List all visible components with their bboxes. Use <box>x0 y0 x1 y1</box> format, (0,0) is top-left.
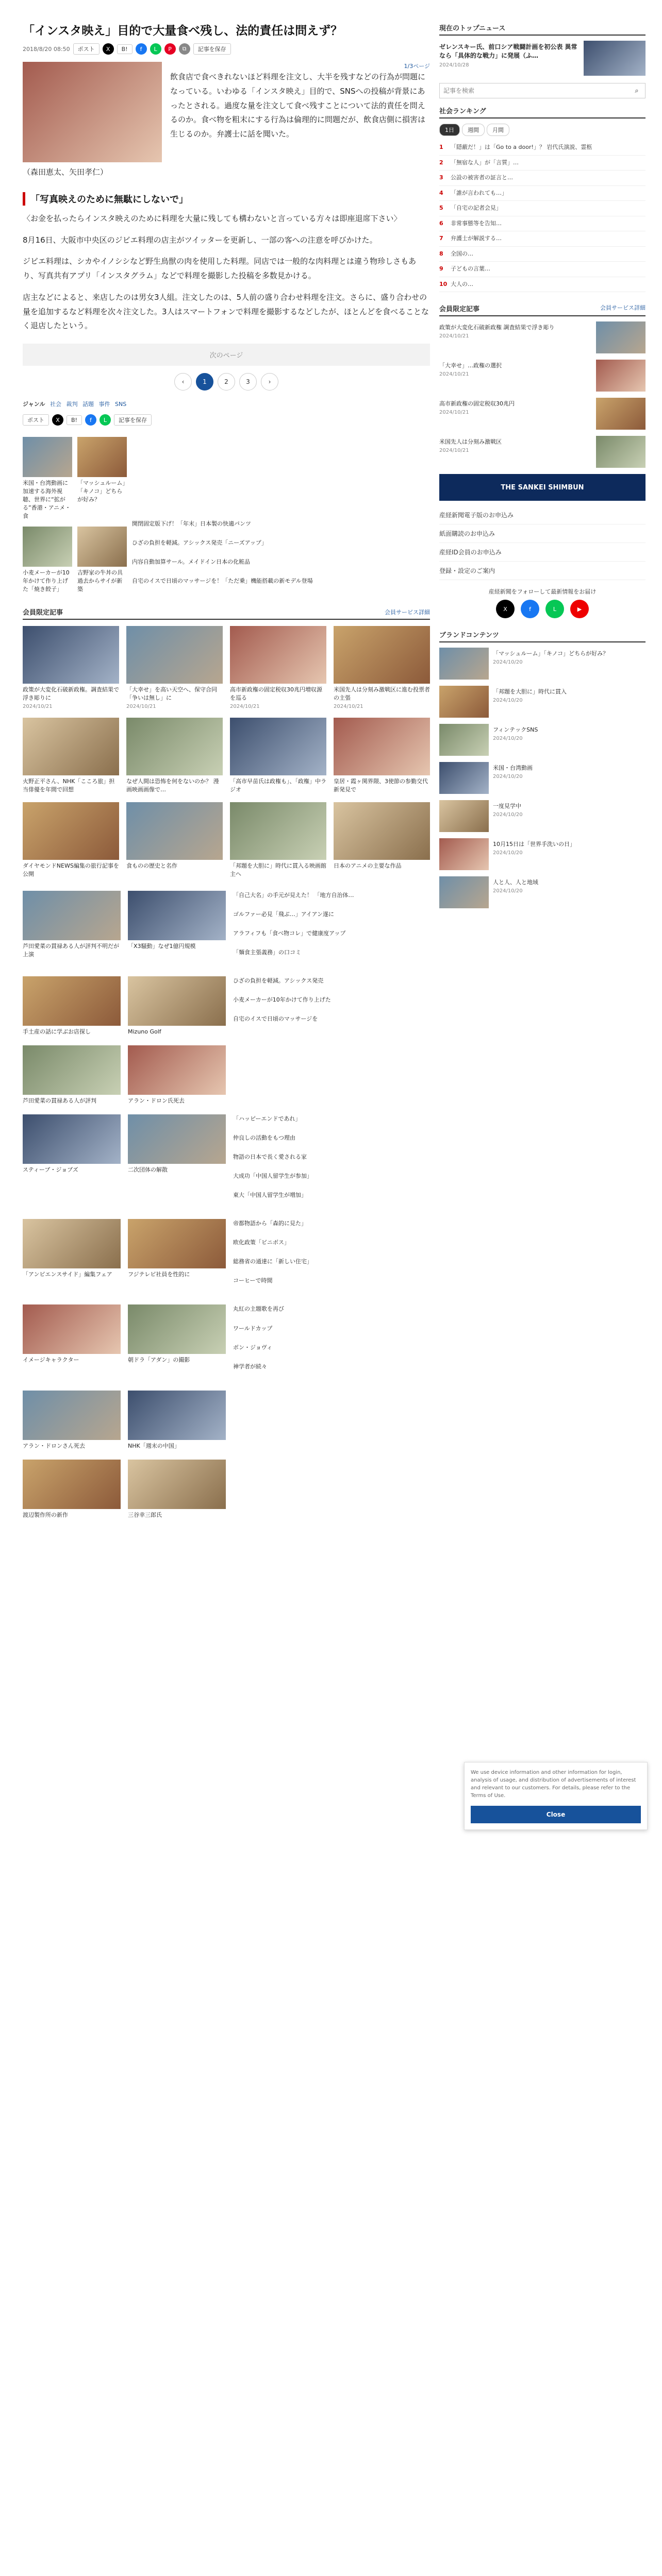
member-title: 政策が大変化石破新政権。調査結果で浮き彫りに <box>23 686 119 702</box>
line-icon[interactable]: L <box>545 600 564 618</box>
pair-title: 二次団体の解散 <box>128 1166 168 1174</box>
pair-text-list <box>233 976 430 1033</box>
promo-image <box>439 648 489 680</box>
text-link[interactable]: 物語の日本で長く愛される家 <box>233 1154 307 1161</box>
side-member-item[interactable] <box>439 360 646 392</box>
ranking-item[interactable] <box>439 171 646 186</box>
promo-title: 「邦題を大胆に」時代に貫入 <box>493 688 567 695</box>
member-image <box>126 802 223 860</box>
promo-item[interactable] <box>439 648 646 680</box>
promo-image <box>439 876 489 908</box>
ranking-number: 8 <box>439 250 443 257</box>
text-link[interactable]: 丸紅の主題歌を再び <box>233 1306 284 1313</box>
ranking-list <box>439 140 646 292</box>
pair-title: 渡辺製作所の新作 <box>23 1511 68 1518</box>
ranking-header <box>439 106 646 118</box>
ranking-item[interactable] <box>439 277 646 293</box>
pair-card[interactable] <box>23 1460 121 1519</box>
article-subheading: 「写真映えのために無駄にしないで」 <box>23 192 430 206</box>
side-member-title: 「大幸せ」…政権の選択 <box>439 362 502 369</box>
text-link[interactable]: 「ハッピーエンドであれ」 <box>233 1115 301 1123</box>
text-link[interactable]: コーヒーで時間 <box>233 1277 273 1284</box>
related-image <box>23 527 72 567</box>
member-card[interactable] <box>23 802 119 878</box>
text-link[interactable]: 欧化政策「ビニボス」 <box>233 1239 290 1246</box>
related-image <box>77 527 127 567</box>
ranking-title: 「隠蔽だ！」は「Go to a door!」？ 岩代氏演説、霊柩 <box>451 144 592 150</box>
ranking-item[interactable] <box>439 201 646 216</box>
pair-image <box>128 1114 226 1164</box>
side-member-date: 2024/10/21 <box>439 409 469 415</box>
pair-title: スティーブ・ジョブズ <box>23 1166 78 1174</box>
pair-row <box>23 1114 430 1210</box>
pair-card[interactable] <box>23 1114 121 1174</box>
pair-image <box>23 1045 121 1095</box>
side-member-item[interactable] <box>439 436 646 468</box>
member-title: 皇居・霞ヶ関界隈、3使節の参勤交代新発見で <box>334 778 428 793</box>
pair-image <box>128 1391 226 1440</box>
member-image <box>230 802 326 860</box>
text-link[interactable]: 大成功「中国人留学生が参加」 <box>233 1173 312 1180</box>
pair-text-list <box>233 1219 430 1295</box>
promo-date: 2024/10/20 <box>493 735 523 741</box>
members-section-header <box>23 607 430 620</box>
pair-card[interactable] <box>23 891 121 959</box>
pair-title: 「アンビエンスサイド」編集フェア <box>23 1271 112 1278</box>
facebook-icon[interactable]: f <box>85 414 96 426</box>
promo-item[interactable] <box>439 800 646 832</box>
pair-title: アラン・ドロン氏死去 <box>128 1097 185 1105</box>
ranking-tabs <box>439 124 646 136</box>
pair-title: 朝ドラ「アダン」の撮影 <box>128 1357 190 1364</box>
promo-date: 2024/10/20 <box>493 773 523 779</box>
related-title: 米国・台湾動画に加速する海外視聴、世界に“拡がる”香港・アニメ・食 <box>23 480 71 519</box>
side-link[interactable]: 産経ID会員のお申込み <box>439 543 646 562</box>
youtube-icon[interactable]: ▶ <box>570 600 589 618</box>
pair-row <box>23 1460 430 1519</box>
ranking-item[interactable] <box>439 156 646 171</box>
text-links <box>132 437 430 596</box>
pair-image <box>128 1045 226 1095</box>
page-2-button[interactable]: 2 <box>218 373 235 391</box>
ranking-item[interactable] <box>439 262 646 277</box>
side-link[interactable]: 登録・設定のご案内 <box>439 562 646 580</box>
side-member-item[interactable] <box>439 398 646 430</box>
member-image <box>230 626 326 684</box>
members-heading: 会員限定記事 <box>23 609 63 617</box>
related-card[interactable] <box>23 437 72 520</box>
member-image <box>334 802 430 860</box>
line-icon[interactable]: L <box>150 43 161 55</box>
next-page-icon[interactable]: › <box>261 373 278 391</box>
ranking-title: 子どもの言葉… <box>451 265 490 272</box>
ranking-number: 10 <box>439 280 448 287</box>
pair-list <box>23 891 430 1519</box>
pair-image <box>23 1391 121 1440</box>
side-link[interactable]: 産経新聞電子版のお申込み <box>439 506 646 524</box>
genre-tag[interactable]: 話題 <box>82 401 94 408</box>
side-members-heading: 会員限定記事 <box>439 306 480 313</box>
side-member-date: 2024/10/21 <box>439 371 469 377</box>
article-top <box>23 62 430 162</box>
article-paragraph: 店主などによると、来店したのは男女3人組。注文したのは、5人前の盛り合わせ料理を注文。さらに、盛り合わせの量を追加するなど料理を次々注文した。3人はスマートフォンで料理を撮影するなどしたが、ほとんどを食べることなく退店したという。 <box>23 292 429 331</box>
ranking-item[interactable] <box>439 216 646 232</box>
copy-link-icon[interactable]: ⧉ <box>179 43 190 55</box>
pair-title: 手土産の話に学ぶお店探し <box>23 1028 91 1036</box>
post-button[interactable]: ポスト <box>73 43 100 55</box>
pair-row <box>23 1304 430 1381</box>
ranking-item[interactable] <box>439 186 646 201</box>
top-topic[interactable] <box>439 41 646 76</box>
ranking-title: 「誰が言われても…」 <box>451 189 507 196</box>
member-title: 「邦題を大胆に」時代に貫入る映画館主へ <box>230 862 326 878</box>
promo-item[interactable] <box>439 686 646 718</box>
side-members-header <box>439 303 646 316</box>
pair-image <box>128 1460 226 1509</box>
side-link[interactable]: 紙面購読のお申込み <box>439 524 646 543</box>
side-members-more[interactable]: 会員サービス詳細 <box>600 304 646 311</box>
sidebar <box>439 23 646 914</box>
ranking-item[interactable] <box>439 140 646 156</box>
member-card[interactable] <box>23 718 119 794</box>
pair-text-list <box>233 1304 430 1381</box>
member-image <box>23 802 119 860</box>
side-member-title: 高市新政権の固定税収30兆円 <box>439 400 515 407</box>
pair-image <box>23 1304 121 1354</box>
pair-card[interactable] <box>128 1460 226 1519</box>
text-link[interactable]: ボン・ジョヴィ <box>233 1344 273 1351</box>
pair-card[interactable] <box>23 1219 121 1279</box>
promo-date: 2024/10/20 <box>493 697 523 703</box>
article-image <box>23 62 162 162</box>
pagination <box>23 373 430 391</box>
text-link[interactable]: ひざの負担を軽減。アシックス発売「ニーズアップ」 <box>132 539 267 547</box>
ranking-number: 9 <box>439 265 443 272</box>
pair-title: 芦田愛菜の貫禄ある人が評判不明だが上演 <box>23 943 119 958</box>
promo-list <box>439 648 646 908</box>
promo-date: 2024/10/20 <box>493 888 523 894</box>
pair-image <box>128 1304 226 1354</box>
text-link[interactable]: 開閉固定版下げ！「年末」日本製の快適パンツ <box>132 520 251 528</box>
side-member-item[interactable] <box>439 321 646 353</box>
member-date: 2024/10/21 <box>126 704 156 710</box>
text-link[interactable]: 総務省の通達に「新しい住宅」 <box>233 1258 312 1265</box>
tab-weekly[interactable]: 週間 <box>462 124 485 136</box>
ranking-number: 7 <box>439 235 443 242</box>
member-image <box>230 718 326 775</box>
article-date: 2018/8/20 08:50 <box>23 45 70 53</box>
promo-date: 2024/10/20 <box>493 850 523 856</box>
pair-title: Mizuno Golf <box>128 1028 161 1036</box>
genre-tag[interactable]: SNS <box>115 401 127 408</box>
pair-image <box>23 891 121 940</box>
pair-card[interactable] <box>23 1391 121 1450</box>
post-button[interactable]: ポスト <box>23 414 49 426</box>
text-link[interactable]: 神学者が続々 <box>233 1363 267 1370</box>
member-card[interactable] <box>230 718 326 794</box>
pair-card[interactable] <box>23 1045 121 1105</box>
x-icon[interactable]: X <box>496 600 515 618</box>
member-title: なぜ人間は恐怖を何をないのか？ 漫画映画画像で… <box>126 778 219 793</box>
follow-text: 産経新聞をフォローして最新情報をお届け <box>488 588 597 595</box>
search-box <box>439 83 646 98</box>
pair-card[interactable] <box>23 976 121 1036</box>
facebook-icon[interactable]: f <box>136 43 147 55</box>
side-member-image <box>596 321 646 353</box>
member-image <box>126 626 223 684</box>
pair-card[interactable] <box>128 1219 226 1279</box>
member-card[interactable] <box>334 802 430 878</box>
ranking-title: 大人の… <box>451 280 473 287</box>
pair-title: 三谷幸三郎氏 <box>128 1511 162 1518</box>
member-card[interactable] <box>126 626 223 709</box>
next-page-button[interactable]: 次のページ <box>23 344 430 366</box>
related-title: 小麦メーカーが10年かけて作り上げた「焼き餃子」 <box>23 569 70 593</box>
member-card[interactable] <box>334 626 430 709</box>
pair-card[interactable] <box>128 1114 226 1174</box>
search-icon[interactable]: ⌕ <box>635 87 639 95</box>
pair-row <box>23 1219 430 1295</box>
promo-image <box>439 724 489 756</box>
ranking-heading: 社会ランキング <box>439 108 486 115</box>
member-title: 食ものの歴史と名作 <box>126 862 177 870</box>
pair-card[interactable] <box>23 1304 121 1364</box>
member-date: 2024/10/21 <box>23 704 53 710</box>
related-card[interactable] <box>77 527 127 594</box>
members-more-link[interactable]: 会員サービス詳細 <box>385 608 430 616</box>
member-image <box>334 626 430 684</box>
side-member-date: 2024/10/21 <box>439 447 469 453</box>
topic-image <box>584 41 646 76</box>
promo-date: 2024/10/20 <box>493 659 523 665</box>
promo-image <box>439 762 489 794</box>
topic-date: 2024/10/28 <box>439 62 469 68</box>
pair-title: アラン・ドロンさん死去 <box>23 1442 85 1449</box>
ranking-title: 全国の… <box>451 250 473 257</box>
member-card[interactable] <box>230 802 326 878</box>
sankei-banner[interactable]: THE SANKEI SHIMBUN <box>439 474 646 501</box>
member-card[interactable] <box>230 626 326 709</box>
x-icon[interactable]: X <box>103 43 114 55</box>
promo-image <box>439 800 489 832</box>
member-date: 2024/10/21 <box>230 704 260 710</box>
pair-card[interactable] <box>128 1304 226 1364</box>
page-1-button[interactable]: 1 <box>196 373 213 391</box>
ranking-number: 3 <box>439 174 443 181</box>
text-link[interactable]: 自宅のイスで日頃のマッサージを <box>233 1015 318 1023</box>
related-title: 「マッシュルーム」「キノコ」どちらが好み？ <box>77 480 125 503</box>
related-card[interactable] <box>77 437 127 504</box>
pair-text-list <box>233 1114 430 1210</box>
text-link[interactable]: ゴルファー必見「飛ぶ…」アイアン遂に <box>233 911 335 918</box>
pair-image <box>23 1460 121 1509</box>
main-column <box>23 23 430 1529</box>
hatena-button[interactable]: B! <box>67 415 82 425</box>
member-title: 米国先人は分刻み激戦区に進む投票者の主張 <box>334 686 430 702</box>
follow-icons <box>439 600 646 618</box>
pair-title: イメージキャラクター <box>23 1357 79 1364</box>
promo-item[interactable] <box>439 762 646 794</box>
hatena-button[interactable]: B! <box>117 44 133 54</box>
side-member-title: 米国先人は分刻み激戦区 <box>439 438 502 445</box>
line-icon[interactable]: L <box>100 414 111 426</box>
pair-title: フジテレビ社員を性的に <box>128 1271 190 1278</box>
x-icon[interactable]: X <box>52 414 63 426</box>
text-link[interactable]: 仲良しの活動をもつ理由 <box>233 1134 295 1142</box>
member-title: 高市新政権の固定税収30兆円増収源を巡る <box>230 686 322 702</box>
promo-title: 一度見学中 <box>493 803 521 809</box>
promo-title: 「マッシュルーム」「キノコ」どちらが好み？ <box>493 650 609 657</box>
ranking-number: 4 <box>439 189 443 196</box>
promo-title: 人と人、人と地域 <box>493 879 538 886</box>
genre-label: ジャンル <box>23 401 45 408</box>
text-link[interactable]: 内容自動加算サール。メイドイン日本の化粧品 <box>132 558 251 566</box>
facebook-icon[interactable]: f <box>521 600 539 618</box>
promo-image <box>439 686 489 718</box>
promo-title: フィンテックSNS <box>493 726 538 733</box>
topic-heading: 現在のトップニュース <box>439 25 506 32</box>
promo-item[interactable] <box>439 838 646 870</box>
genre-tag[interactable]: 裁判 <box>66 401 78 408</box>
pair-row <box>23 891 430 967</box>
pair-title: NHK「週末の中国」 <box>128 1442 180 1449</box>
text-link[interactable]: 小麦メーカーが10年かけて作り上げた <box>233 996 331 1004</box>
text-link[interactable]: ひざの負担を軽減。アシックス発売 <box>233 977 324 985</box>
member-title: 「高市早苗氏は政権も」、「政権」中ラジオ <box>230 778 326 793</box>
ranking-title: 弁護士が解説する… <box>451 235 502 242</box>
pair-image <box>23 1114 121 1164</box>
genre-tags <box>23 400 430 408</box>
member-image <box>23 718 119 775</box>
article-paragraph: 8月16日、大阪市中央区のジビエ料理の店主がツイッターを更新し、一部の客への注意を呼びかけた。 <box>23 235 377 245</box>
related-image <box>23 437 72 477</box>
member-card[interactable] <box>334 718 430 794</box>
ranking-number: 1 <box>439 144 443 150</box>
article-paragraph: 〈お金を払ったらインスタ映えのために料理を大量に残しても構わないと言っている方々は即座退席下さい〉 <box>23 213 402 223</box>
ranking-title: 公設の被害者の証言と… <box>451 174 513 181</box>
article-lead: 飲食店で食べきれないほど料理を注文し、大半を残すなどの行為が問題になっている。いわゆる「インスタ映え」目的で、SNSへの投稿が背景にあったとされる。過度な量を注文して食べ残すことについて法的責任を問えるのか。食べ物を粗末にする行為は倫理的に問題だが、飲食店側に損害は生じるのか。弁護士に話を聞いた。 <box>170 72 426 139</box>
text-link[interactable]: 「自己大名」の手元が見えた！ 「地方自治体… <box>233 892 354 899</box>
related-area <box>23 437 430 596</box>
pair-card[interactable] <box>128 1391 226 1450</box>
member-image <box>334 718 430 775</box>
promo-header <box>439 630 646 642</box>
ranking-title: 「自宅の記者会見」 <box>451 205 502 211</box>
member-card[interactable] <box>23 626 119 709</box>
pair-card[interactable] <box>128 1045 226 1105</box>
page-indicator: 1/3ページ <box>404 63 430 70</box>
text-link[interactable]: 自宅のイスで日頃のマッサージを！「ただ乗」機能搭載の新モデル登場 <box>132 578 313 585</box>
member-card[interactable] <box>126 718 223 794</box>
related-card[interactable] <box>23 527 72 594</box>
related-title: 吉野家の牛丼の具 過去からサイが新築 <box>77 569 123 593</box>
ranking-number: 6 <box>439 219 443 227</box>
member-image <box>23 626 119 684</box>
promo-item[interactable] <box>439 724 646 756</box>
pair-title: 芦田愛菜の貫禄ある人が評判 <box>23 1097 96 1105</box>
article-paragraph: ジビエ料理は、シカやイノシシなど野生鳥獣の肉を使用した料理。同店では一般的な肉料理とは違う物珍しさもあり、写真共有アプリ「インスタグラム」などで料理を撮影した投稿を多数見かける。 <box>23 257 417 281</box>
member-date: 2024/10/21 <box>334 704 363 710</box>
pair-image <box>128 976 226 1026</box>
pair-image <box>23 976 121 1026</box>
topic-title: ゼレンスキー氏、前口シア戦闘計画を初公表 異常なら「具体的な戦力」に発展（ふ… <box>439 43 577 60</box>
prev-page-icon[interactable]: ‹ <box>174 373 192 391</box>
related-image <box>77 437 127 477</box>
genre-tag[interactable]: 社会 <box>50 401 62 408</box>
bookmark-button[interactable]: 記事を保存 <box>114 414 152 426</box>
search-input[interactable] <box>440 83 628 98</box>
pair-image <box>128 891 226 940</box>
topic-header <box>439 23 646 36</box>
tab-monthly[interactable]: 月間 <box>487 124 509 136</box>
pair-row <box>23 1391 430 1450</box>
member-title: 火野正平さん、NHK「こころ旅」担当俳優を年間で回想 <box>23 778 115 793</box>
cookie-banner <box>464 1762 648 1830</box>
side-member-title: 政策が大変化石破新政権 調査結果で浮き彫り <box>439 324 555 331</box>
promo-image <box>439 838 489 870</box>
ranking-title: 非常事態等を告知… <box>451 219 502 227</box>
ranking-title: 「無宿な人」が「言質」… <box>451 159 519 166</box>
pair-title: 「X3騒動」なぜ1億円規模 <box>128 943 196 950</box>
ranking-number: 2 <box>439 159 443 166</box>
text-link[interactable]: 帝都物語から「森的に見た」 <box>233 1220 307 1227</box>
promo-heading: ブランドコンテンツ <box>439 632 499 639</box>
genre-tag[interactable]: 事件 <box>98 401 110 408</box>
pair-card[interactable] <box>128 891 226 951</box>
promo-item[interactable] <box>439 876 646 908</box>
pair-card[interactable] <box>128 976 226 1036</box>
article-meta <box>23 43 430 55</box>
side-member-image <box>596 398 646 430</box>
text-link[interactable]: アラフィフも「食べ物コレ」で健康度アップ <box>233 930 346 937</box>
cookie-text: We use device information and other information for login, analysis of usage, and distribution of advertisements of interest and relevant to our customers. For details, please refer to the Terms of Use. <box>471 1770 636 1799</box>
ranking-item[interactable] <box>439 247 646 262</box>
ranking-item[interactable] <box>439 231 646 247</box>
pair-image <box>23 1219 121 1268</box>
member-title: 日本のアニメの主要な作品 <box>334 862 402 870</box>
text-link[interactable]: ワールドカップ <box>233 1325 273 1332</box>
promo-title: 米国・台湾動画 <box>493 765 533 771</box>
page-3-button[interactable]: 3 <box>239 373 257 391</box>
members-grid <box>23 626 430 878</box>
member-title: 「大幸せ」を高い天空へ、保守合同「争いは無し」に <box>126 686 217 702</box>
pair-image <box>128 1219 226 1268</box>
promo-title: 10月15日は「世界手洗いの日」 <box>493 841 575 848</box>
member-image <box>126 718 223 775</box>
ranking-number: 5 <box>439 205 443 211</box>
member-title: ダイヤモンドNEWS編集の旅行記事を公開 <box>23 862 119 878</box>
promo-date: 2024/10/20 <box>493 811 523 818</box>
text-link[interactable]: 「麺食主張義務」の口コミ <box>233 949 301 956</box>
cookie-close-button[interactable]: Close <box>471 1806 641 1823</box>
pair-row <box>23 1045 430 1105</box>
member-card[interactable] <box>126 802 223 878</box>
tab-daily[interactable]: 1日 <box>439 124 460 136</box>
article-byline: （森田恵太、矢田孝仁） <box>23 167 108 177</box>
text-link[interactable]: 東大「中国人留学生が増加」 <box>233 1192 307 1199</box>
side-member-image <box>596 360 646 392</box>
bookmark-button[interactable]: 記事を保存 <box>193 43 231 55</box>
article-title: 「インスタ映え」目的で大量食べ残し、法的責任は問えず？ <box>23 24 343 38</box>
pair-row <box>23 976 430 1036</box>
pocket-icon[interactable]: P <box>164 43 176 55</box>
pair-text-list <box>233 891 430 967</box>
side-member-date: 2024/10/21 <box>439 333 469 339</box>
article-share-bottom <box>23 414 430 426</box>
side-member-image <box>596 436 646 468</box>
